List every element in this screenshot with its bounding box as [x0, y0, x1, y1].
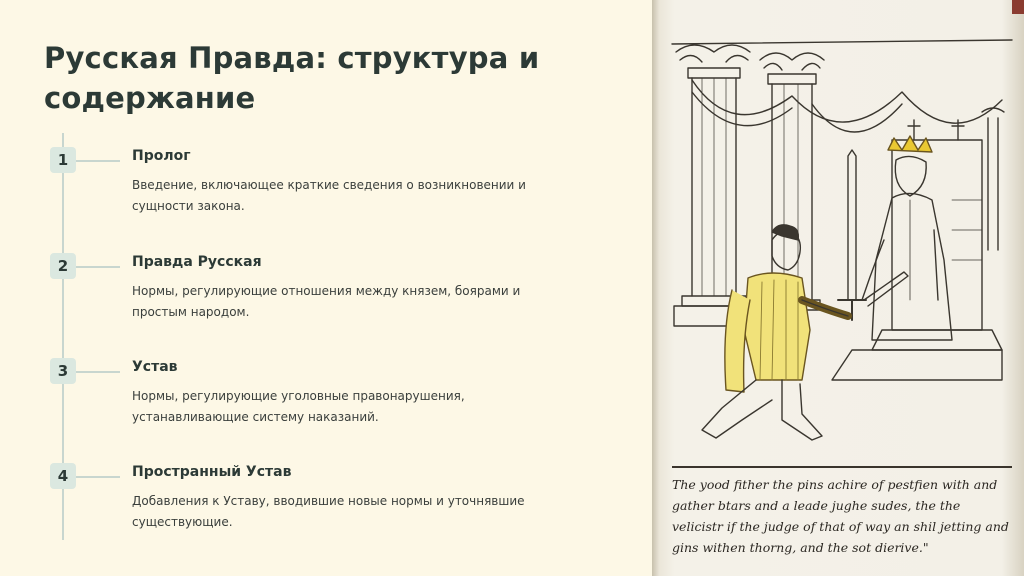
step-connector [76, 371, 120, 373]
timeline-step-3 [0, 356, 652, 446]
step-connector [76, 160, 120, 162]
step-title: Правда Русская [132, 254, 262, 270]
queen-figure [862, 136, 952, 340]
timeline-step-2 [0, 251, 652, 341]
step-description: Нормы, регулирующие отношения между князем, боярами и простым народом. [132, 284, 521, 319]
illustration-photo [652, 0, 1024, 576]
step-number-badge: 4 [50, 463, 76, 489]
illustration-caption: The yood fither the pins achire of pestfien with and gather btars and a leade jughe sudes, the the velicistr if the judge of that of way an shil jetting and gins withen thorng, and the sot dierive." [672, 477, 1009, 555]
sword [838, 150, 908, 320]
slide-title: Русская Правда: структура и содержание [44, 41, 540, 115]
step-number-badge: 2 [50, 253, 76, 279]
step-description: Нормы, регулирующие уголовные правонарушения, устанавливающие систему наказаний. [132, 389, 465, 424]
step-number-badge: 1 [50, 147, 76, 173]
middle-column [760, 53, 824, 310]
step-title: Устав [132, 359, 178, 375]
step-connector [76, 266, 120, 268]
step-description: Введение, включающее краткие сведения о возникновении и сущности закона. [132, 178, 526, 213]
step-number-badge: 3 [50, 358, 76, 384]
kneeling-knight [702, 225, 848, 440]
step-title: Пространный Устав [132, 464, 292, 480]
timeline-step-1 [0, 145, 652, 235]
left-column [674, 45, 754, 326]
throne-scene-drawing [652, 0, 1024, 470]
step-connector [76, 476, 120, 478]
throne [832, 120, 1002, 380]
step-description: Добавления к Уставу, вводившие новые нормы и уточнявшие существующие. [132, 494, 525, 529]
caption-rule [672, 466, 1012, 468]
timeline-step-4 [0, 461, 652, 551]
step-title: Пролог [132, 148, 191, 164]
